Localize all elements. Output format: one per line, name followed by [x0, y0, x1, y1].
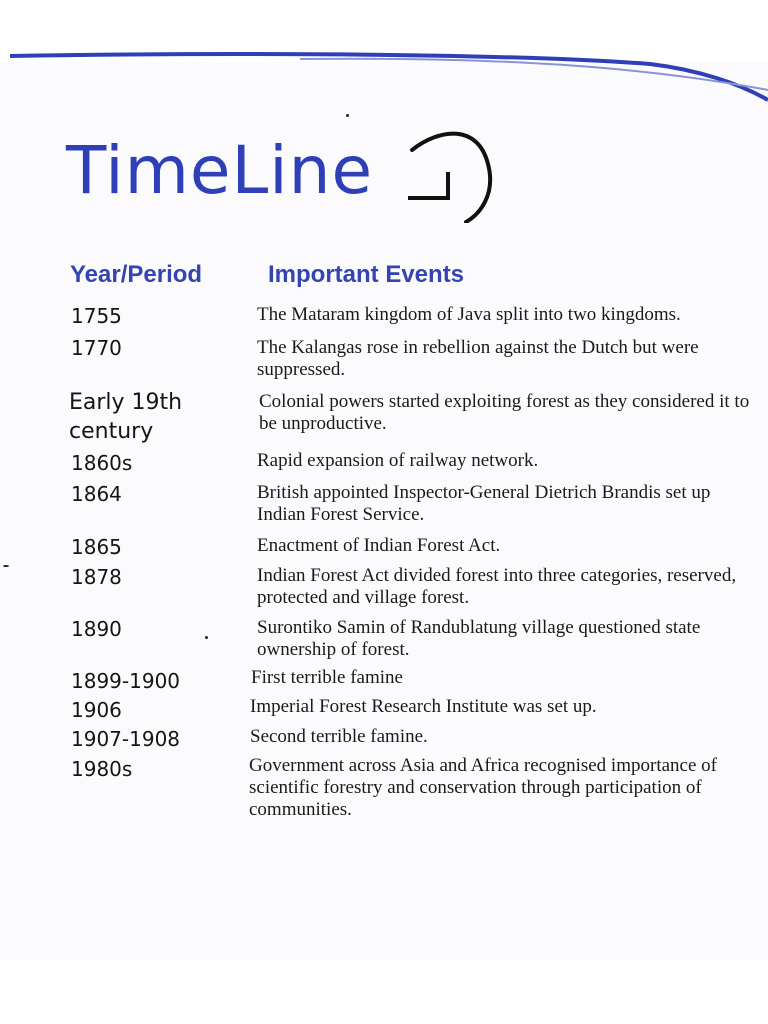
year-cell: 1890 — [71, 617, 122, 641]
year-cell: 1899-1900 — [71, 669, 181, 693]
event-cell: Surontiko Samin of Randublatung village questioned state ownership of forest. — [257, 617, 701, 660]
event-cell: Indian Forest Act divided forest into three categories, reserved, protected and village forest. — [257, 565, 737, 608]
event-cell: Imperial Forest Research Institute was set up. — [250, 696, 597, 717]
event-cell: Government across Asia and Africa recognised importance of scientific forestry and conservation through participation of communities. — [249, 755, 717, 820]
event-cell: British appointed Inspector-General Dietrich Brandis set up Indian Forest Service. — [257, 482, 711, 525]
event-cell: The Kalangas rose in rebellion against the Dutch but were suppressed. — [257, 337, 699, 380]
bottom-margin — [0, 960, 768, 1024]
year-cell: 1906 — [71, 698, 122, 722]
decorative-curve-icon — [0, 50, 768, 110]
event-cell: Colonial powers started exploiting forest as they considered it to be unproductive. — [259, 391, 750, 434]
event-cell: Rapid expansion of railway network. — [257, 450, 539, 471]
year-cell: Early 19th century — [69, 390, 183, 444]
scan-speck — [346, 114, 349, 117]
scan-speck — [3, 565, 9, 567]
event-cell: Second terrible famine. — [250, 726, 428, 747]
year-cell: 1755 — [71, 304, 122, 328]
column-header-year: Year/Period — [70, 261, 203, 288]
year-cell: 1864 — [71, 482, 122, 506]
clock-bracket-icon — [400, 128, 500, 223]
year-cell: 1865 — [71, 535, 122, 559]
year-cell: 1907-1908 — [71, 727, 181, 751]
year-cell: 1770 — [71, 336, 122, 360]
column-header-events: Important Events — [268, 261, 465, 288]
year-cell: 1860s — [71, 451, 133, 475]
year-cell: 1878 — [71, 565, 122, 589]
event-cell: Enactment of Indian Forest Act. — [257, 535, 501, 556]
page-title: TimeLine — [66, 132, 374, 209]
scan-speck — [205, 636, 208, 639]
event-cell: First terrible famine — [251, 667, 403, 688]
event-cell: The Mataram kingdom of Java split into two kingdoms. — [257, 304, 681, 325]
year-cell: 1980s — [71, 757, 133, 781]
